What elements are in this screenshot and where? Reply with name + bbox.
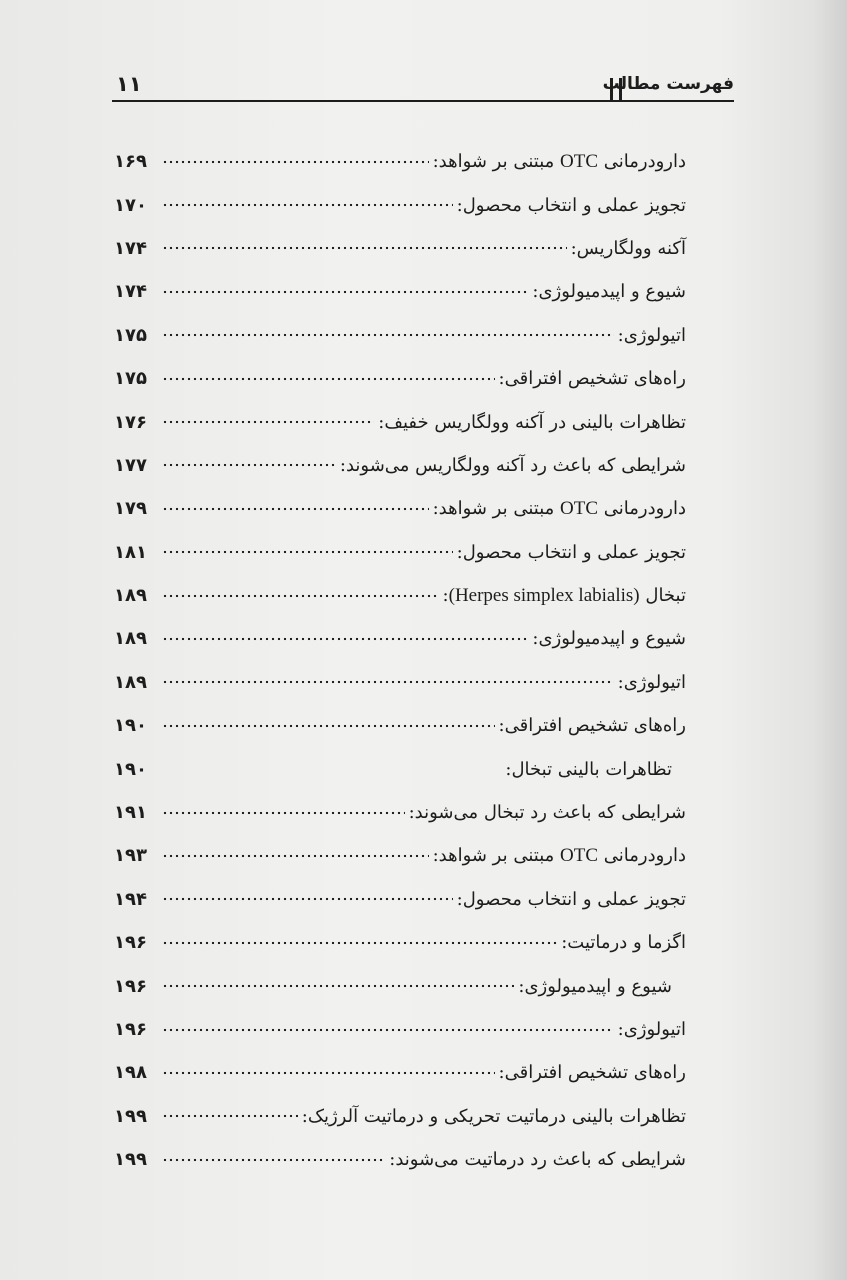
page-header xyxy=(112,72,734,102)
toc-entry-page-number: ۱۹۴ xyxy=(114,888,147,910)
toc-entry-page-number: ۱۷۶ xyxy=(114,411,147,433)
dot-leader xyxy=(162,1155,385,1165)
dot-leader xyxy=(162,460,336,470)
toc-entry xyxy=(114,747,686,790)
toc-entry-title xyxy=(618,1019,686,1040)
toc-entry-title xyxy=(457,889,686,910)
dot-leader xyxy=(162,417,374,427)
toc-entry xyxy=(114,1008,686,1051)
toc-entry-page-number: ۱۷۴ xyxy=(114,281,147,303)
toc-entry-page-number: ۱۸۱ xyxy=(114,541,147,563)
dot-leader xyxy=(162,157,429,167)
toc-entry-page-number: ۱۹۸ xyxy=(114,1062,147,1084)
toc-entry-page-number: ۱۹۰ xyxy=(114,715,147,737)
toc-entry xyxy=(114,964,686,1007)
toc-entry-latin-term: OTC xyxy=(560,150,599,172)
dot-leader xyxy=(162,374,495,384)
toc-entry-latin-term: (Herpes simplex labialis) xyxy=(448,584,640,606)
dot-leader xyxy=(162,981,514,991)
dot-leader xyxy=(162,677,614,687)
toc-entry-page-number: ۱۷۵ xyxy=(114,324,147,346)
toc-entry-page-number: ۱۷۵ xyxy=(114,368,147,390)
toc-entry xyxy=(114,1095,686,1138)
toc-entry-title xyxy=(302,1106,686,1127)
toc-entry-title xyxy=(571,238,686,259)
toc-entry-title xyxy=(433,498,686,520)
toc-entry-page-number: ۱۹۰ xyxy=(114,758,147,780)
toc-entry-title-text: تظاهرات بالینی در آکنه وولگاریس خفیف: xyxy=(378,411,686,433)
toc-entry-title-suffix: مبتنی بر شواهد: xyxy=(432,844,561,866)
toc-entry xyxy=(114,834,686,877)
dot-leader xyxy=(162,1025,614,1035)
toc-entry-title-text: تجویز عملی و انتخاب محصول: xyxy=(456,888,686,910)
page-number: ۱۱ xyxy=(116,72,142,96)
toc-entry-title-text: دارودرمانی xyxy=(598,497,686,519)
toc-entry-page-number: ۱۷۰ xyxy=(114,194,147,216)
toc-entry-title-text: تبخال xyxy=(639,584,686,606)
toc-entry-page-number: ۱۹۶ xyxy=(114,932,147,954)
toc-entry xyxy=(114,487,686,530)
dot-leader xyxy=(162,764,501,774)
toc-entry-title xyxy=(443,585,686,607)
toc-entry-page-number: ۱۸۹ xyxy=(114,671,147,693)
toc-entry xyxy=(114,704,686,747)
toc-entry-title xyxy=(433,151,686,173)
toc-entry xyxy=(114,1051,686,1094)
toc-entry-page-number: ۱۷۴ xyxy=(114,237,147,259)
toc-entry xyxy=(114,444,686,487)
toc-entry-title-text: آکنه وولگاریس: xyxy=(570,237,686,259)
toc-entry-page-number: ۱۶۹ xyxy=(114,151,147,173)
toc-entry-title xyxy=(499,715,686,736)
toc-entry-title xyxy=(340,455,686,476)
toc-entry-title-text: اتیولوژی: xyxy=(617,1019,686,1040)
toc-entry xyxy=(114,531,686,574)
toc-entry-title-text: تجویز عملی و انتخاب محصول: xyxy=(456,194,686,216)
toc-entry xyxy=(114,661,686,704)
dot-leader xyxy=(162,330,614,340)
double-bar-ornament xyxy=(610,78,622,100)
toc-entry xyxy=(114,357,686,400)
dot-leader xyxy=(162,547,453,557)
toc-entry-title xyxy=(518,976,686,997)
toc-entry-title-suffix: مبتنی بر شواهد: xyxy=(432,497,561,519)
toc-entry xyxy=(114,1138,686,1181)
toc-entry-title-text: تجویز عملی و انتخاب محصول: xyxy=(456,541,686,563)
dot-leader xyxy=(162,808,405,818)
toc-entry-title-suffix: مبتنی بر شواهد: xyxy=(432,150,561,172)
toc-entry xyxy=(114,574,686,617)
dot-leader xyxy=(162,243,567,253)
toc-entry-latin-term: OTC xyxy=(560,497,599,519)
toc-entry-latin-term: OTC xyxy=(560,844,599,866)
toc-entry-title xyxy=(505,759,686,780)
toc-entry-title-text: تظاهرات بالینی درماتیت تحریکی و درماتیت آلرژیک: xyxy=(301,1105,686,1127)
toc-entry xyxy=(114,183,686,226)
toc-entry-page-number: ۱۷۷ xyxy=(114,454,147,476)
toc-entry xyxy=(114,227,686,270)
dot-leader xyxy=(162,1068,495,1078)
toc-entry-title xyxy=(389,1149,686,1170)
toc-entry xyxy=(114,270,686,313)
dot-leader xyxy=(162,287,528,297)
toc-entry-title-text: شرایطی که باعث رد تبخال می‌شوند: xyxy=(408,802,686,824)
toc-entry-title xyxy=(499,1062,686,1083)
toc-entry xyxy=(114,314,686,357)
toc-entry-page-number: ۱۹۶ xyxy=(114,975,147,997)
toc-entry xyxy=(114,400,686,443)
toc-entry-page-number: ۱۹۳ xyxy=(114,845,147,867)
toc-entry-title xyxy=(457,195,686,216)
toc-entry-page-number: ۱۹۹ xyxy=(114,1149,147,1171)
dot-leader xyxy=(162,721,495,731)
toc-entry-title-text: شرایطی که باعث رد آکنه وولگاریس می‌شوند: xyxy=(339,454,686,476)
toc-entry-page-number: ۱۹۱ xyxy=(114,802,147,824)
toc-entry-title-text: شیوع و اپیدمیولوژی: xyxy=(532,281,686,303)
toc-entry-title-text: دارودرمانی xyxy=(598,150,686,172)
toc-entry-title-text: شیوع و اپیدمیولوژی: xyxy=(518,975,672,997)
dot-leader xyxy=(162,504,429,514)
dot-leader xyxy=(162,591,439,601)
toc-entry-page-number: ۱۸۹ xyxy=(114,585,147,607)
toc-entry-title xyxy=(618,672,686,693)
toc-entry-title-text: تظاهرات بالینی تبخال: xyxy=(505,758,672,780)
toc-entry xyxy=(114,791,686,834)
toc-entry-title xyxy=(618,325,686,346)
toc-entry-title xyxy=(378,412,686,433)
toc-entry-title-text: راه‌های تشخیص افتراقی: xyxy=(498,715,686,737)
toc-entry-title-text: اتیولوژی: xyxy=(617,671,686,693)
toc-entry-title-text: اتیولوژی: xyxy=(617,324,686,346)
toc-entry-title-text: راه‌های تشخیص افتراقی: xyxy=(498,1062,686,1084)
toc-entry-page-number: ۱۸۹ xyxy=(114,628,147,650)
toc-entry-title-text: شرایطی که باعث رد درماتیت می‌شوند: xyxy=(389,1149,686,1171)
toc-entry-title-text: شیوع و اپیدمیولوژی: xyxy=(532,628,686,650)
dot-leader xyxy=(162,894,453,904)
toc-entry-title xyxy=(433,845,686,867)
toc-entry-title-text: اگزما و درماتیت: xyxy=(561,932,686,954)
toc-entry-page-number: ۱۷۹ xyxy=(114,498,147,520)
toc-entry-title xyxy=(532,628,686,649)
toc-entry-title-text: دارودرمانی xyxy=(598,844,686,866)
toc-entry-title-text: راه‌های تشخیص افتراقی: xyxy=(498,368,686,390)
toc-entry-title xyxy=(561,932,686,953)
toc-entry xyxy=(114,878,686,921)
dot-leader xyxy=(162,851,429,861)
dot-leader xyxy=(162,1111,298,1121)
header-divider xyxy=(112,100,734,102)
dot-leader xyxy=(162,634,528,644)
toc-entry-title-suffix: : xyxy=(442,584,449,606)
toc-entry-title xyxy=(499,368,686,389)
toc-entry xyxy=(114,140,686,183)
toc-entry xyxy=(114,617,686,660)
page-title: فهرست مطالب xyxy=(602,74,734,94)
dot-leader xyxy=(162,200,453,210)
dot-leader xyxy=(162,938,557,948)
toc-entry xyxy=(114,921,686,964)
table-of-contents xyxy=(114,140,686,1181)
toc-entry-page-number: ۱۹۶ xyxy=(114,1019,147,1040)
toc-entry-page-number: ۱۹۹ xyxy=(114,1105,147,1127)
toc-entry-title xyxy=(457,542,686,563)
toc-entry-title xyxy=(409,802,686,823)
toc-entry-title xyxy=(532,281,686,302)
